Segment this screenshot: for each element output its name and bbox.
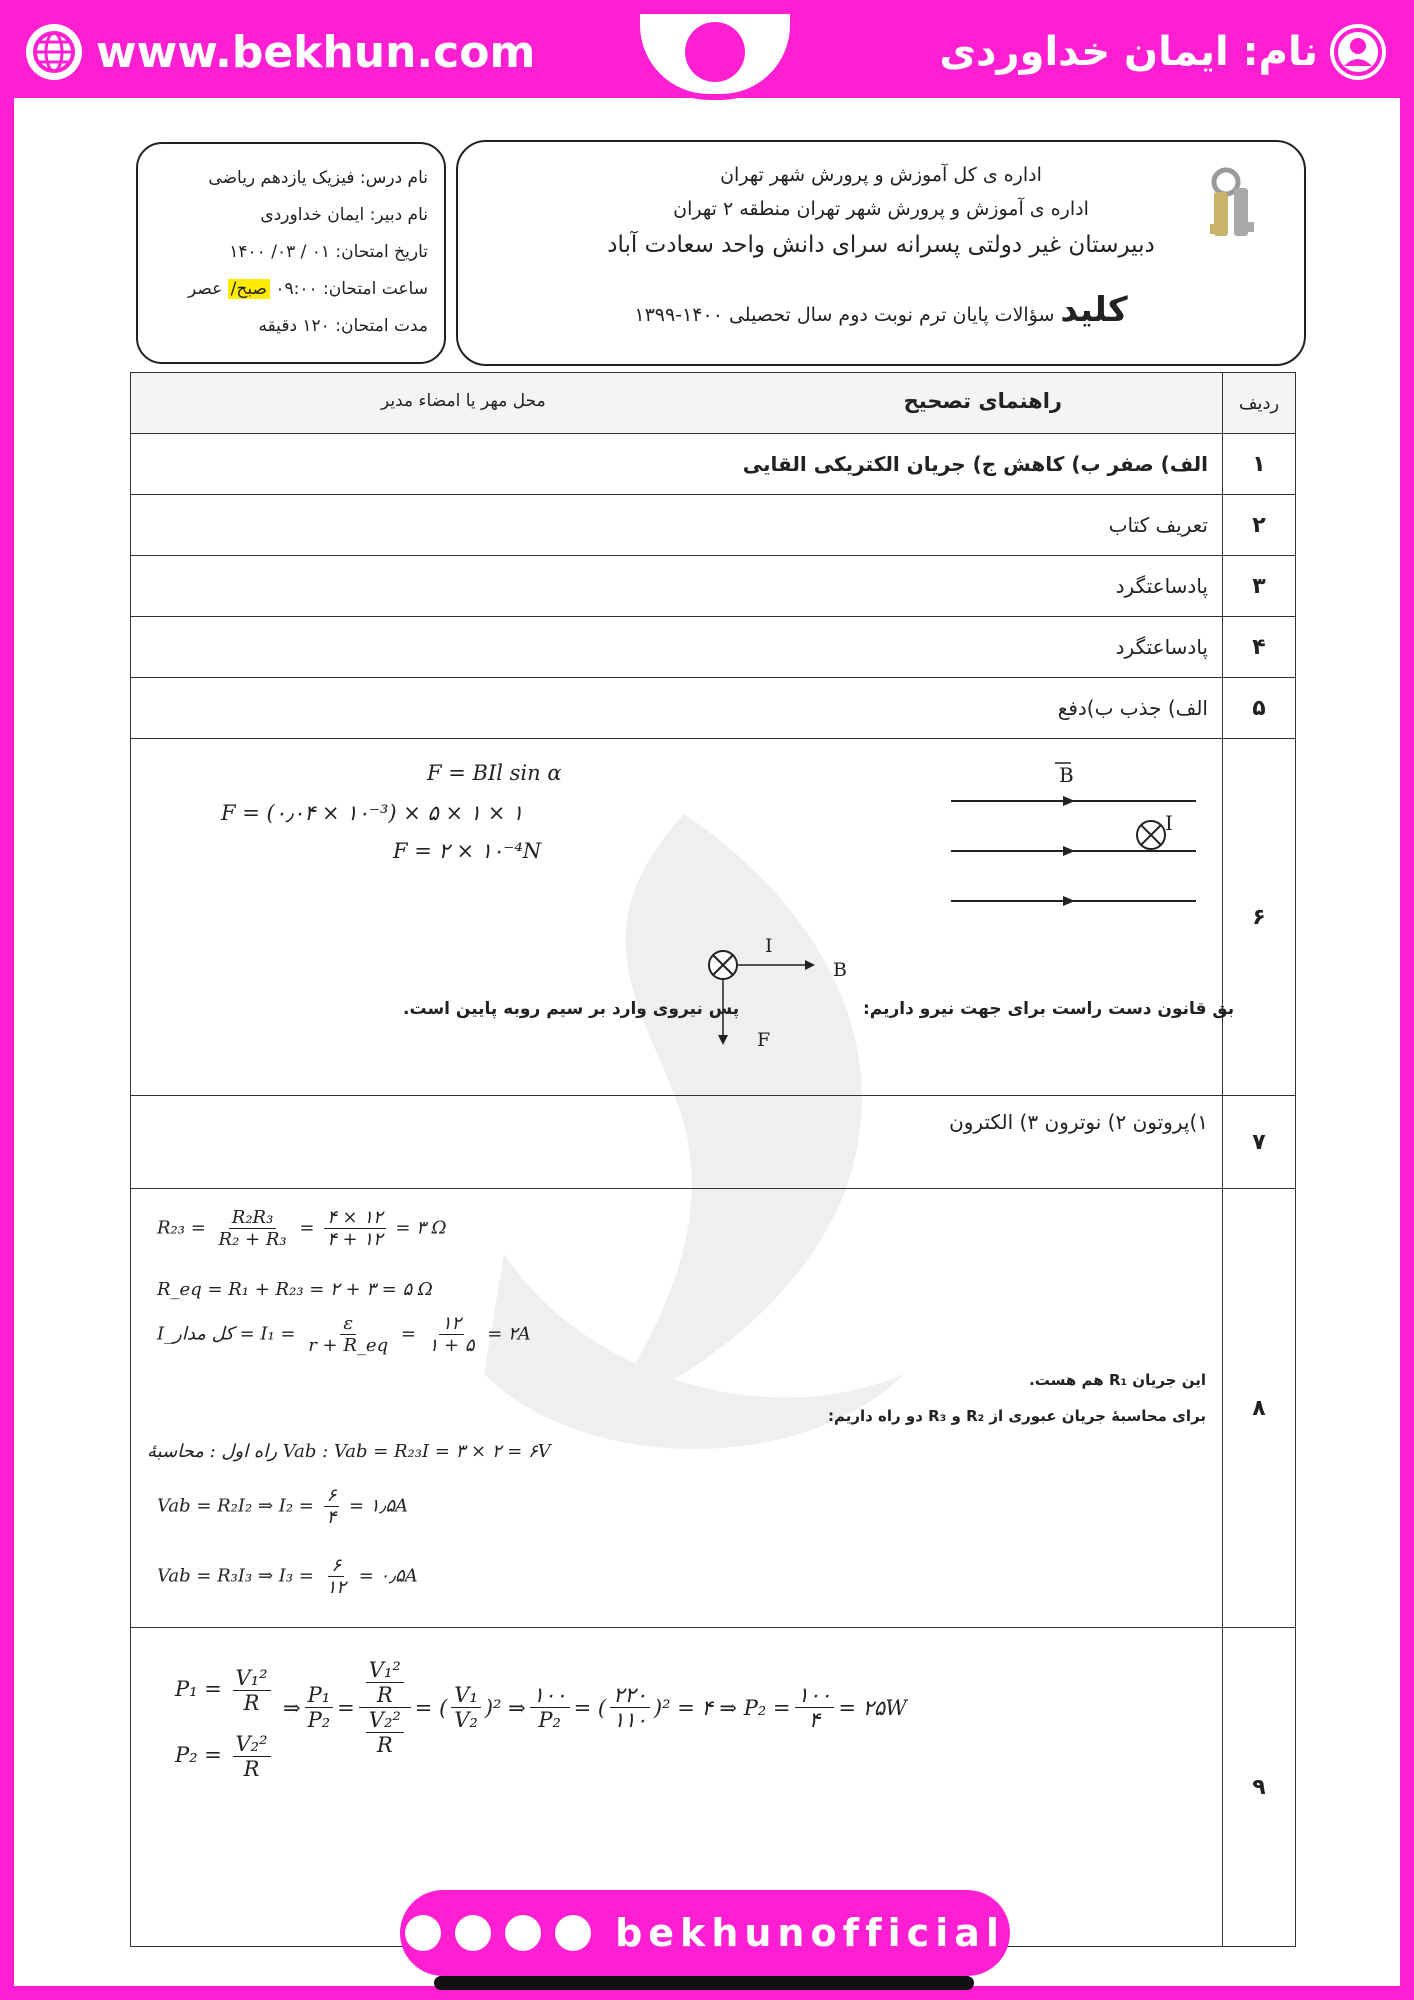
answer-text: پادساعتگرد bbox=[131, 617, 1223, 678]
school-line-2: اداره ی آموزش و پرورش شهر تهران منطقه ۲ تهران bbox=[673, 198, 1089, 220]
q8-eq1: R₂₃ = $\frac{\text{R₂R₃}}{\text{R₂ + R₃}}$ = $\frac{۴ \times ۱۲}{۴ + ۱۲}$ = ۳ Ω bbox=[157, 1207, 447, 1250]
q9-p1: P₁ = $\frac{\text{V₁²}}{R}$ bbox=[175, 1666, 275, 1715]
aparat-icon[interactable] bbox=[405, 1915, 441, 1951]
time-highlight: صبح/ bbox=[228, 279, 270, 299]
table-row: ۵ الف) جذب ب)دفع bbox=[131, 678, 1296, 739]
website-link[interactable] bbox=[26, 24, 535, 80]
exam-duration: مدت امتحان: ۱۲۰ دقیقه bbox=[258, 316, 428, 336]
q8-note2: برای محاسبهٔ جریان عبوری از R₂ و R₃ دو راه داریم: bbox=[827, 1407, 1206, 1425]
q6-eq2: F = (۰٫۰۴ × ۱۰⁻³) × ۵ × ۱ × ۱ bbox=[221, 801, 524, 825]
answer-text: ۱)پروتون ۲) نوترون ۳) الکترون bbox=[131, 1096, 1223, 1189]
school-header-box bbox=[456, 140, 1306, 366]
table-header-row bbox=[131, 373, 1296, 434]
logo-icon bbox=[685, 22, 745, 82]
author-name bbox=[939, 24, 1386, 80]
q6-solution bbox=[131, 739, 1235, 1095]
user-icon bbox=[1330, 24, 1386, 80]
exam-date: تاریخ امتحان: ۰۱ / ۰۳/ ۱۴۰۰ bbox=[229, 242, 428, 262]
instagram-icon[interactable] bbox=[555, 1915, 591, 1951]
field-label-B: B bbox=[1059, 763, 1074, 787]
current-label-I2: I bbox=[765, 935, 773, 957]
col-guide-header: راهنمای تصحیح bbox=[903, 389, 1062, 413]
q8-eq6: Vab = R₃I₃ ⇒ I₃ = $\frac{۶}{۱۲}$ = ۰٫۵A bbox=[157, 1555, 418, 1598]
table-row: ۸ R₂₃ = $\frac{\text{R₂R₃}}{\text{R₂ + R₃}}$ = $\frac{۴ \times ۱۲}{۴ + ۱۲}$ = ۳ Ω R_eq = R₁ + R₂₃ = ۲ + ۳ = ۵ Ω I_کل مدار = I₁ = $\frac{\varepsilon}{r + R\_eq}$ = $\frac{۱۲}{۱ + ۵}$ = ۲A این جریان R₁ هم هست. برای محاسبهٔ جریان عبوری از R₂ و R₃ دو راه داریم: راه اول : محاسبهٔ Vab : Vab = R₂₃I = ۳ × ۲ = ۶V Vab = R₂I₂ ⇒ I₂ = $\frac{۶}{۴}$ = ۱٫۵A Vab = R₃I₃ ⇒ I₃ = $\frac{۶}{۱۲}$ = ۰٫۵A bbox=[131, 1189, 1296, 1628]
table-row: ۳ پادساعتگرد bbox=[131, 556, 1296, 617]
q9-chain: ⇒ $\frac{\text{P₁}}{\text{P₂}}$ = $\frac{\frac{\text{V₁²}}{R}}{\frac{\text{V₂²}}{R}}$ = ( $\frac{\text{V₁}}{\text{V₂}}$ )² ⇒ $\frac{۱۰۰}{\text{P₂}}$ = ( $\frac{۲۲۰}{۱۱۰}$ )² = ۴ ⇒ P₂ = $\frac{۱۰۰}{۴}$ = ۲۵W bbox=[283, 1658, 907, 1757]
table-row: ۲ تعریف کتاب bbox=[131, 495, 1296, 556]
answer-key-table bbox=[130, 372, 1296, 1947]
telegram-icon[interactable] bbox=[505, 1915, 541, 1951]
q8-note1: این جریان R₁ هم هست. bbox=[1029, 1371, 1206, 1389]
social-footer bbox=[400, 1890, 1010, 1976]
teacher-name: نام دبیر: ایمان خداوردی bbox=[260, 205, 428, 225]
q6-eq3: F = ۲ × ۱۰⁻⁴N bbox=[393, 839, 542, 863]
q9-p2: P₂ = $\frac{\text{V₂²}}{R}$ bbox=[175, 1732, 275, 1781]
q6-eq1: F = BIl sin α bbox=[427, 761, 562, 785]
q8-eq4: راه اول : محاسبهٔ Vab : Vab = R₂₃I = ۳ × ۲ = ۶V bbox=[147, 1441, 551, 1462]
footer-shadow bbox=[434, 1976, 974, 1990]
force-label-F: F bbox=[757, 1029, 771, 1051]
q8-eq3: I_کل مدار = I₁ = $\frac{\varepsilon}{r + R\_eq}$ = $\frac{۱۲}{۱ + ۵}$ = ۲A bbox=[157, 1313, 531, 1356]
field-label-B2: B bbox=[833, 959, 847, 981]
globe-icon bbox=[26, 24, 82, 80]
answer-text: الف) جذب ب)دفع bbox=[131, 678, 1223, 739]
school-name: دبیرستان غیر دولتی پسرانه سرای دانش واحد سعادت آباد bbox=[607, 232, 1155, 258]
q8-solution bbox=[131, 1189, 1222, 1627]
table-row: ۱ الف) صفر ب) کاهش ج) جریان الکتریکی القایی bbox=[131, 434, 1296, 495]
col-sign-header: محل مهر یا امضاء مدیر bbox=[381, 391, 546, 411]
table-row: ۶ F = BIl sin α F = (۰٫۰۴ × ۱۰⁻³) × ۵ × ۱ × ۱ F = ۲ × ۱۰⁻⁴N B I I B F بق قانون دست راست برای جهت نیرو داریم: پس نیروی وارد بر سیم روبه پایین است. bbox=[131, 739, 1296, 1096]
exam-time: ساعت امتحان: ۰۹:۰۰ صبح/ عصر bbox=[187, 279, 428, 299]
q6-rule-text: بق قانون دست راست برای جهت نیرو داریم: bbox=[863, 999, 1235, 1019]
key-word: کلید bbox=[1060, 290, 1128, 330]
exam-title: کلیدسؤالات پایان ترم نوبت دوم سال تحصیلی ۱۴۰۰-۱۳۹۹ bbox=[634, 290, 1128, 330]
answer-text: پادساعتگرد bbox=[131, 556, 1223, 617]
website-text: www.bekhun.com bbox=[96, 26, 536, 78]
social-handle[interactable]: bekhunofficial bbox=[615, 1911, 1005, 1955]
author-name-text: نام: ایمان خداوردی bbox=[939, 29, 1318, 75]
course-name: نام درس: فیزیک یازدهم ریاضی bbox=[208, 168, 428, 188]
q8-eq5: Vab = R₂I₂ ⇒ I₂ = $\frac{۶}{۴}$ = ۱٫۵A bbox=[157, 1485, 409, 1528]
answer-text: تعریف کتاب bbox=[131, 495, 1223, 556]
current-label-I: I bbox=[1165, 811, 1173, 835]
table-row: ۷ ۱)پروتون ۲) نوترون ۳) الکترون bbox=[131, 1096, 1296, 1189]
exam-info-box bbox=[136, 142, 446, 364]
q8-eq2: R_eq = R₁ + R₂₃ = ۲ + ۳ = ۵ Ω bbox=[157, 1279, 433, 1300]
youtube-icon[interactable] bbox=[455, 1915, 491, 1951]
table-row: ۴ پادساعتگرد bbox=[131, 617, 1296, 678]
col-row-header: ردیف bbox=[1223, 373, 1296, 434]
school-line-1: اداره ی کل آموزش و پرورش شهر تهران bbox=[720, 164, 1042, 186]
answer-text: الف) صفر ب) کاهش ج) جریان الکتریکی القایی bbox=[131, 434, 1223, 495]
q6-result-text: پس نیروی وارد بر سیم روبه پایین است. bbox=[403, 999, 740, 1019]
table-row: ۹ P₁ = $\frac{\text{V₁²}}{R}$ P₂ = $\frac{\text{V₂²}}{R}$ ⇒ $\frac{\text{P₁}}{\text{P₂}}$ = $\frac{\frac{\text{V₁²}}{R}}{\frac{\text{V₂²}}{R}}$ = ( $\frac{\text{V₁}}{\text{V₂}}$ )² ⇒ $\frac{۱۰۰}{\text{P₂}}$ = ( $\frac{۲۲۰}{۱۱۰}$ )² = ۴ ⇒ P₂ = $\frac{۱۰۰}{۴}$ = ۲۵W bbox=[131, 1628, 1296, 1947]
